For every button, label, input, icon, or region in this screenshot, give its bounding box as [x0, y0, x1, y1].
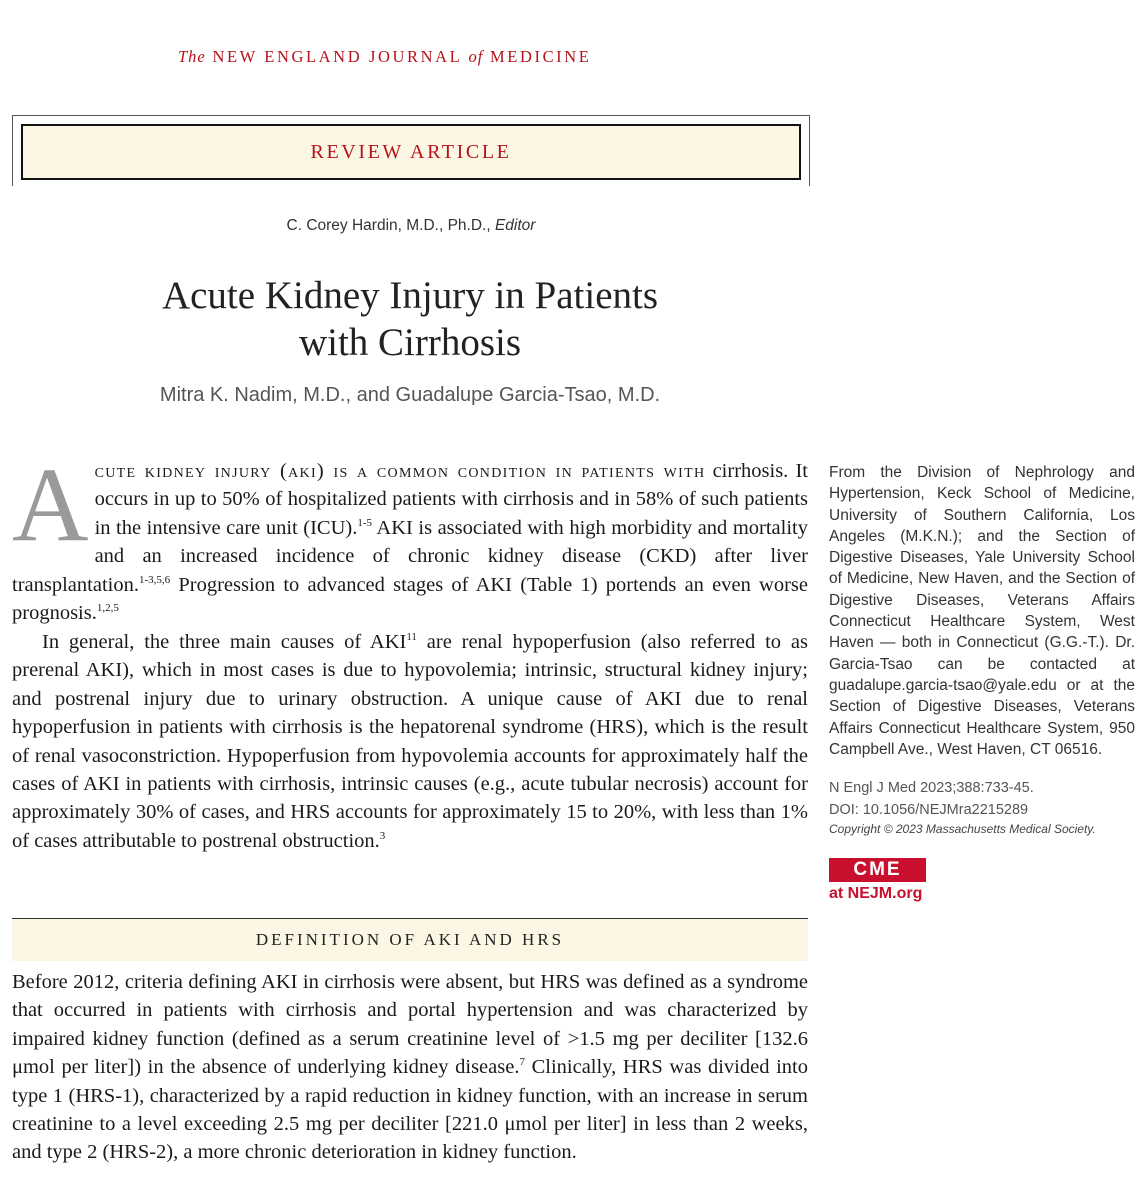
- citation-block: [829, 777, 1135, 821]
- review-article-banner: [21, 124, 801, 180]
- article-authors: Mitra K. Nadim, M.D., and Guadalupe Garcia-Tsao, M.D.: [159, 384, 661, 406]
- definition-text-1: Before 2012, criteria defining AKI in cirrhosis were absent, but HRS was defined as a syndrome that occurred in patients with cirrhosis and portal hypertension and was characterized by impaired kidney function (defined as a serum creatinine level of >1.5 mg per deciliter [132.6 μmol per liter]) in the absence of underlying kidney disease.: [12, 971, 808, 1079]
- journal-masthead: [178, 47, 591, 67]
- cme-link[interactable]: at NEJM.org: [829, 885, 923, 902]
- intro-text-3: Progression to advanced stages of AKI (Table 1) portends an even worse prognosis.: [12, 573, 808, 625]
- causes-text-2: are renal hypoperfusion (also referred to as prerenal AKI), which in most cases is due to hypovolemia; intrinsic, structural kidney injury; and postrenal injury due to urinary obstruction. A unique cause of AKI due to renal hypoperfusion in patients with cirrhosis is the hepatorenal syndrome (HRS), which is the result of renal vasoconstriction. Hypoperfusion from hypovolemia accounts for approximately half the cases of AKI in patients with cirrhosis, intrinsic causes (e.g., acute tubular necrosis) account for approximately 30% of cases, and HRS accounts for approximately 15 to 20%, with less than 1% of cases attributable to postrenal obstruction.: [12, 631, 808, 852]
- author-affiliations: From the Division of Nephrology and Hypertension, Keck School of Medicine, University of Southern California, Los Angeles (M.K.N.); and the Section of Digestive Diseases, Yale University School of Medicine, New Haven, and the Section of Digestive Diseases, Veterans Affairs Connecticut Healthcare System, West Haven — both in Connecticut (G.G.-T.). Dr. Garcia-Tsao can be contacted at guadalupe.garcia-tsao@yale.edu or at the Section of Digestive Diseases, Veterans Affairs Connecticut Healthcare System, 950 Campbell Ave., West Haven, CT 06516.: [829, 464, 1135, 758]
- section-heading: DEFINITION OF AKI AND HRS: [255, 930, 565, 949]
- copyright-notice: Copyright © 2023 Massachusetts Medical Society.: [829, 822, 1096, 836]
- editor-name: C. Corey Hardin, M.D., Ph.D.,: [286, 217, 491, 234]
- journal-citation: N Engl J Med 2023;388:733-45.: [829, 780, 1034, 796]
- intro-paragraph: [12, 446, 808, 627]
- section-label: REVIEW ARTICLE: [310, 140, 512, 163]
- editor-line: [0, 217, 822, 235]
- section-heading-band: [12, 918, 808, 961]
- reference-marker[interactable]: 3: [379, 830, 386, 843]
- reference-marker[interactable]: 7: [519, 1056, 525, 1069]
- reference-marker[interactable]: 1-3,5,6: [138, 573, 171, 586]
- definition-paragraph: [12, 968, 808, 1167]
- masthead-name-part2: MEDICINE: [490, 47, 592, 66]
- reference-marker[interactable]: 1,2,5: [96, 602, 119, 615]
- title-line-1: Acute Kidney Injury in Patients: [161, 274, 659, 317]
- intro-text-2: AKI is associated with high morbidity and mortality and an increased incidence of chronic kidney disease (CKD) after liver transplantation.: [12, 516, 808, 596]
- masthead-name-part1: NEW ENGLAND JOURNAL: [212, 47, 462, 66]
- intro-lead-smallcaps: cute kidney injury (aki) is a common condition in patients with: [94, 460, 706, 482]
- doi-link[interactable]: DOI: 10.1056/NEJMra2215289: [829, 802, 1029, 818]
- article-title: [0, 272, 820, 366]
- masthead-the: The: [178, 47, 206, 66]
- cme-badge[interactable]: CME: [829, 858, 926, 882]
- causes-text-1: In general, the three main causes of AKI: [42, 631, 407, 653]
- drop-cap: A: [12, 446, 89, 563]
- reference-marker[interactable]: 11: [406, 631, 417, 644]
- masthead-of: of: [468, 47, 484, 66]
- editor-role: Editor: [494, 217, 536, 234]
- definition-text-2: Clinically, HRS was divided into type 1 (HRS-1), characterized by a rapid reduction in kidney function, with an increase in serum creatinine to a level exceeding 2.5 mg per deciliter [221.0 μmol per liter] in less than 2 weeks, and type 2 (HRS-2), a more chronic deterioration in kidney function.: [12, 1056, 808, 1164]
- reference-marker[interactable]: 1-5: [357, 516, 372, 529]
- intro-text-1: cirrhosis. It occurs in up to 50% of hospitalized patients with cirrhosis and in 58% of such patients in the intensive care unit (ICU).: [94, 460, 808, 539]
- causes-paragraph: [12, 628, 808, 855]
- title-line-2: with Cirrhosis: [298, 321, 522, 364]
